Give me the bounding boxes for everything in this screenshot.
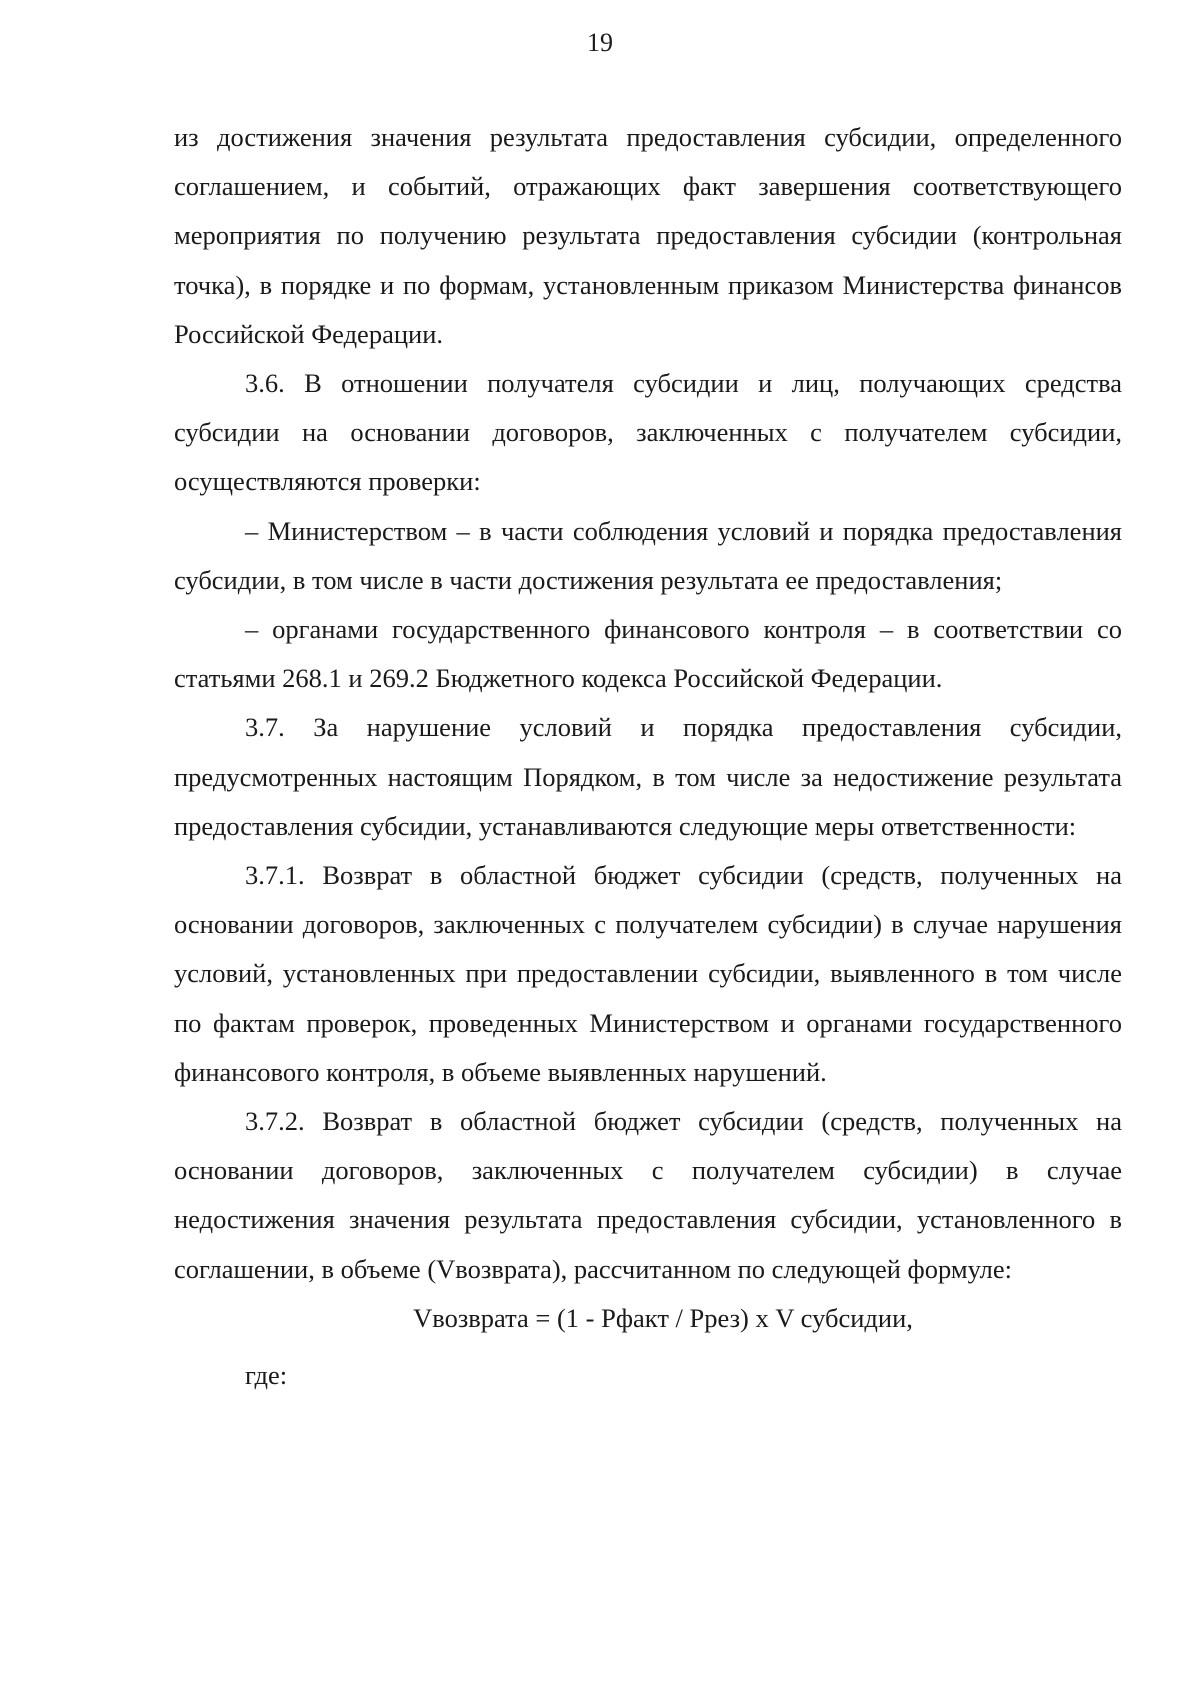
- document-body: [174, 113, 1122, 1400]
- where-label: где:: [245, 1360, 288, 1391]
- paragraph-3-7-1: 3.7.1. Возврат в областной бюджет субсидии (средств, полученных на основании договоров, заключенных с получателем субсидии) в случае нарушения условий, установленных при предоставлении субсидии, выявленного в том числе по фактам проверок, проведенных Министерством и органами государственного финансового контроля, в объеме выявленных нарушений.: [174, 860, 1122, 1087]
- list-item-financial-control: – органами государственного финансового контроля – в соответствии со статьями 268.1 и 269.2 Бюджетного кодекса Российской Федерации.: [174, 614, 1122, 694]
- list-item-ministry: – Министерством – в части соблюдения условий и порядка предоставления субсидии, в том числе в части достижения результата ее предоставления;: [174, 515, 1122, 595]
- paragraph-3-6: 3.6. В отношении получателя субсидии и лиц, получающих средства субсидии на основании договоров, заключенных с получателем субсидии, осуществляются проверки:: [174, 368, 1122, 497]
- formula: Vвозврата = (1 - Рфакт / Ррез) х V субсидии,: [413, 1302, 913, 1333]
- paragraph-3-7: 3.7. За нарушение условий и порядка предоставления субсидии, предусмотренных настоящим Порядком, в том числе за недостижение результата предоставления субсидии, устанавливаются следующие меры ответственности:: [174, 712, 1122, 841]
- paragraph-3-7-2: 3.7.2. Возврат в областной бюджет субсидии (средств, полученных на основании договоров, заключенных с получателем субсидии) в случае недостижения значения результата предоставления субсидии, установленного в соглашении, в объеме (Vвозврата), рассчитанном по следующей формуле:: [174, 1106, 1122, 1284]
- page-number: 19: [587, 28, 613, 57]
- paragraph-continuation: из достижения значения результата предоставления субсидии, определенного соглашением, и событий, отражающих факт завершения соответствующего мероприятия по получению результата предоставления субсидии (контрольная точка), в порядке и по формам, установленным приказом Министерства финансов Российской Федерации.: [174, 122, 1122, 349]
